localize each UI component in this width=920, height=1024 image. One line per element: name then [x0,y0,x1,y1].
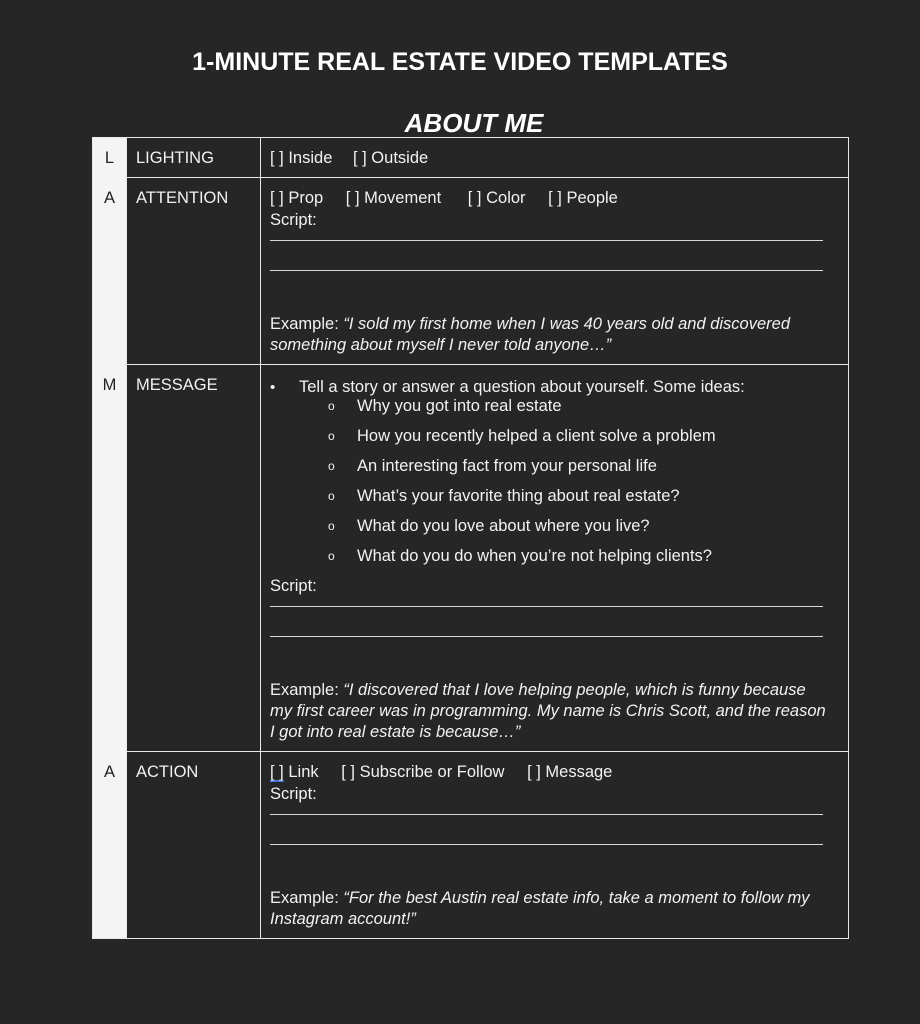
script-blank-line[interactable] [270,270,823,271]
ideas-list [270,396,826,567]
list-item [328,516,826,537]
row-letter: A [93,178,127,365]
row-letter: M [93,365,127,752]
checkbox-link-label: Link [288,763,319,781]
checkbox-subscribe-follow[interactable]: [ ] Subscribe or Follow [341,763,505,781]
checkbox-inside[interactable]: [ ] Inside [270,149,333,167]
lighting-options [270,148,826,169]
lama-template-table [92,137,849,939]
list-item [328,426,826,447]
example-text [270,314,826,356]
message-bullet [270,377,826,398]
script-blank-line[interactable] [270,844,823,845]
row-action [93,752,849,939]
list-item [328,486,826,507]
sub-bullet-icon: o [328,399,335,413]
script-blank-line[interactable] [270,240,823,241]
idea-text: What do you do when you’re not helping clients? [357,547,712,565]
list-item [328,546,826,567]
bullet-text: Tell a story or answer a question about yourself. Some ideas: [299,378,745,396]
checkbox-people[interactable]: [ ] People [548,189,618,207]
example-text [270,888,826,930]
row-label: ATTENTION [127,178,261,365]
bullet-icon: • [270,379,276,396]
checkbox-outside[interactable]: [ ] Outside [352,149,429,167]
sub-bullet-icon: o [328,489,335,503]
idea-text: What’s your favorite thing about real estate? [357,487,680,505]
idea-text: What do you love about where you live? [357,517,650,535]
idea-text: An interesting fact from your personal life [357,457,657,475]
row-letter: L [93,138,127,178]
row-letter: A [93,752,127,939]
checkbox-message[interactable]: [ ] Message [527,763,613,781]
lighting-content [261,138,849,178]
attention-options [270,188,826,209]
row-label: LIGHTING [127,138,261,178]
example-quote: “I discovered that I love helping people, which is funny because my first career was in programming. My name is Chris Scott, and the reason I got into real estate is because…” [270,681,826,741]
row-message [93,365,849,752]
example-label: Example: [270,889,344,907]
checkbox-color[interactable]: [ ] Color [467,189,526,207]
script-blank-line[interactable] [270,814,823,815]
sub-bullet-icon: o [328,459,335,473]
script-label: Script: [270,211,317,229]
document-title: 1-MINUTE REAL ESTATE VIDEO TEMPLATES [192,48,728,76]
section-subtitle: ABOUT ME [404,108,544,138]
row-attention [93,178,849,365]
action-content [261,752,849,939]
example-label: Example: [270,681,344,699]
checkbox-link-box[interactable]: [ ] [270,763,284,781]
example-quote: “I sold my first home when I was 40 years old and discovered something about myself I never told anyone…” [270,315,790,354]
script-blank-line[interactable] [270,636,823,637]
idea-text: How you recently helped a client solve a problem [357,427,716,445]
sub-bullet-icon: o [328,519,335,533]
example-quote: “For the best Austin real estate info, take a moment to follow my Instagram account!” [270,889,810,928]
example-text [270,680,826,743]
checkbox-movement[interactable]: [ ] Movement [345,189,442,207]
checkbox-prop[interactable]: [ ] Prop [270,189,324,207]
row-lighting [93,138,849,178]
checkbox-link[interactable] [270,763,319,781]
script-label: Script: [270,577,317,595]
script-blank-line[interactable] [270,606,823,607]
list-item [328,456,826,477]
message-content [261,365,849,752]
example-label: Example: [270,315,344,333]
sub-bullet-icon: o [328,429,335,443]
attention-content [261,178,849,365]
row-label: MESSAGE [127,365,261,752]
list-item [328,396,826,417]
idea-text: Why you got into real estate [357,397,562,415]
script-label: Script: [270,785,317,803]
action-options [270,762,826,783]
row-label: ACTION [127,752,261,939]
sub-bullet-icon: o [328,549,335,563]
